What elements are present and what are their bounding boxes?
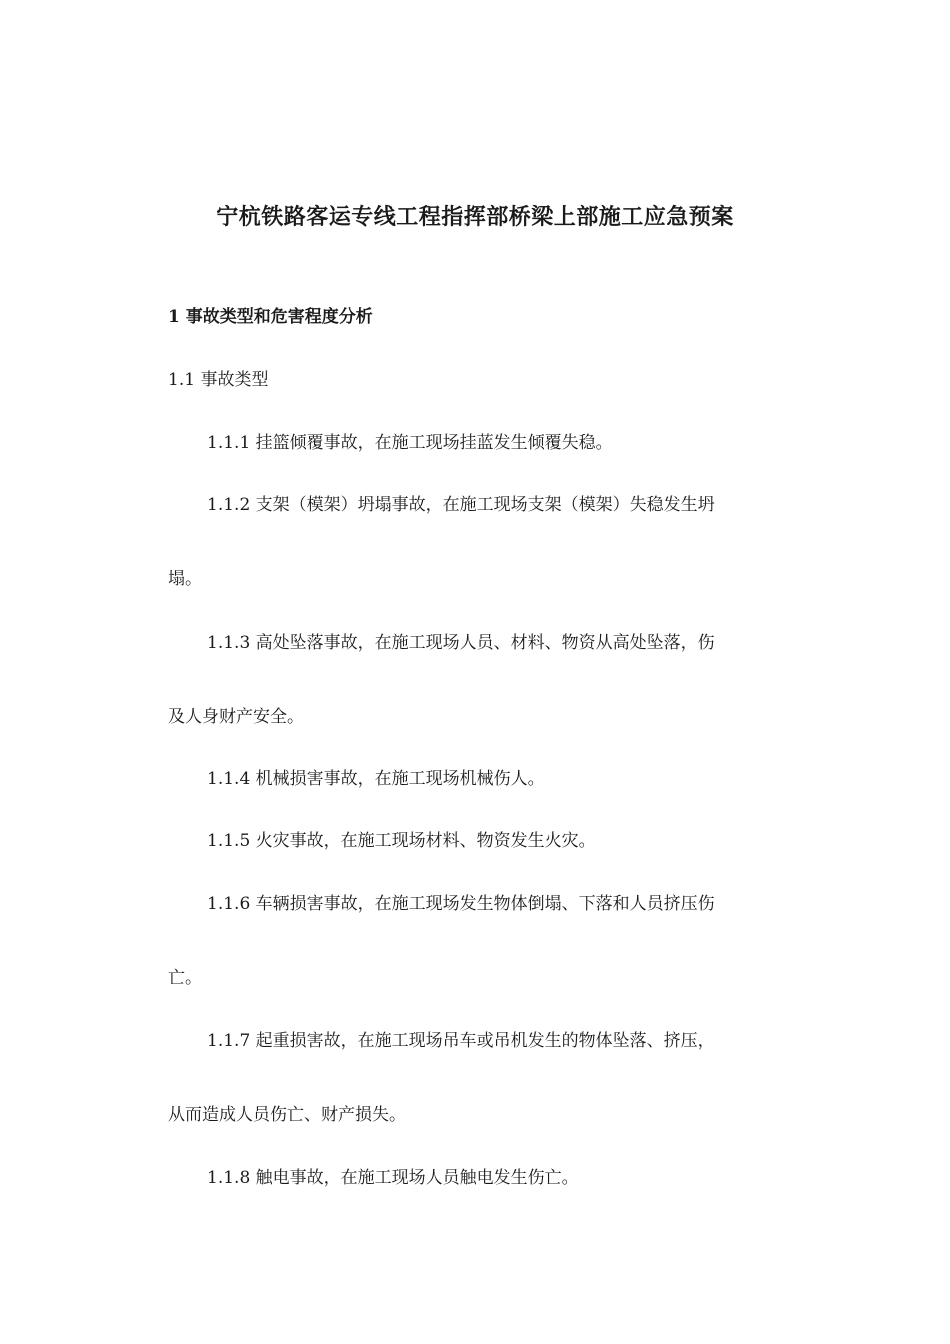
- item-1-1-4-line1: 1.1.4 机械损害事故，在施工现场机械伤人。: [207, 769, 545, 789]
- item-1-1-5-line1: 1.1.5 火灾事故，在施工现场材料、物资发生火灾。: [207, 831, 596, 851]
- item-1-1-1-line1: 1.1.1 挂篮倾覆事故，在施工现场挂蓝发生倾覆失稳。: [207, 433, 613, 453]
- document-title: 宁杭铁路客运专线工程指挥部桥梁上部施工应急预案: [216, 204, 734, 230]
- item-1-1-2-line1: 1.1.2 支架（模架）坍塌事故，在施工现场支架（模架）失稳发生坍: [207, 495, 715, 515]
- section-heading: 1 事故类型和危害程度分析: [168, 307, 373, 327]
- item-1-1-3-line2: 及人身财产安全。: [168, 707, 304, 727]
- item-1-1-6-line2: 亡。: [168, 968, 202, 988]
- subsection-heading: 1.1 事故类型: [168, 370, 269, 390]
- item-1-1-2-line2: 塌。: [168, 569, 202, 589]
- item-1-1-3-line1: 1.1.3 高处坠落事故，在施工现场人员、材料、物资从高处坠落，伤: [207, 633, 715, 653]
- item-1-1-7-line1: 1.1.7 起重损害故，在施工现场吊车或吊机发生的物体坠落、挤压，: [207, 1031, 715, 1051]
- item-1-1-8-line1: 1.1.8 触电事故，在施工现场人员触电发生伤亡。: [207, 1168, 579, 1188]
- item-1-1-6-line1: 1.1.6 车辆损害事故，在施工现场发生物体倒塌、下落和人员挤压伤: [207, 894, 715, 914]
- item-1-1-7-line2: 从而造成人员伤亡、财产损失。: [168, 1105, 406, 1125]
